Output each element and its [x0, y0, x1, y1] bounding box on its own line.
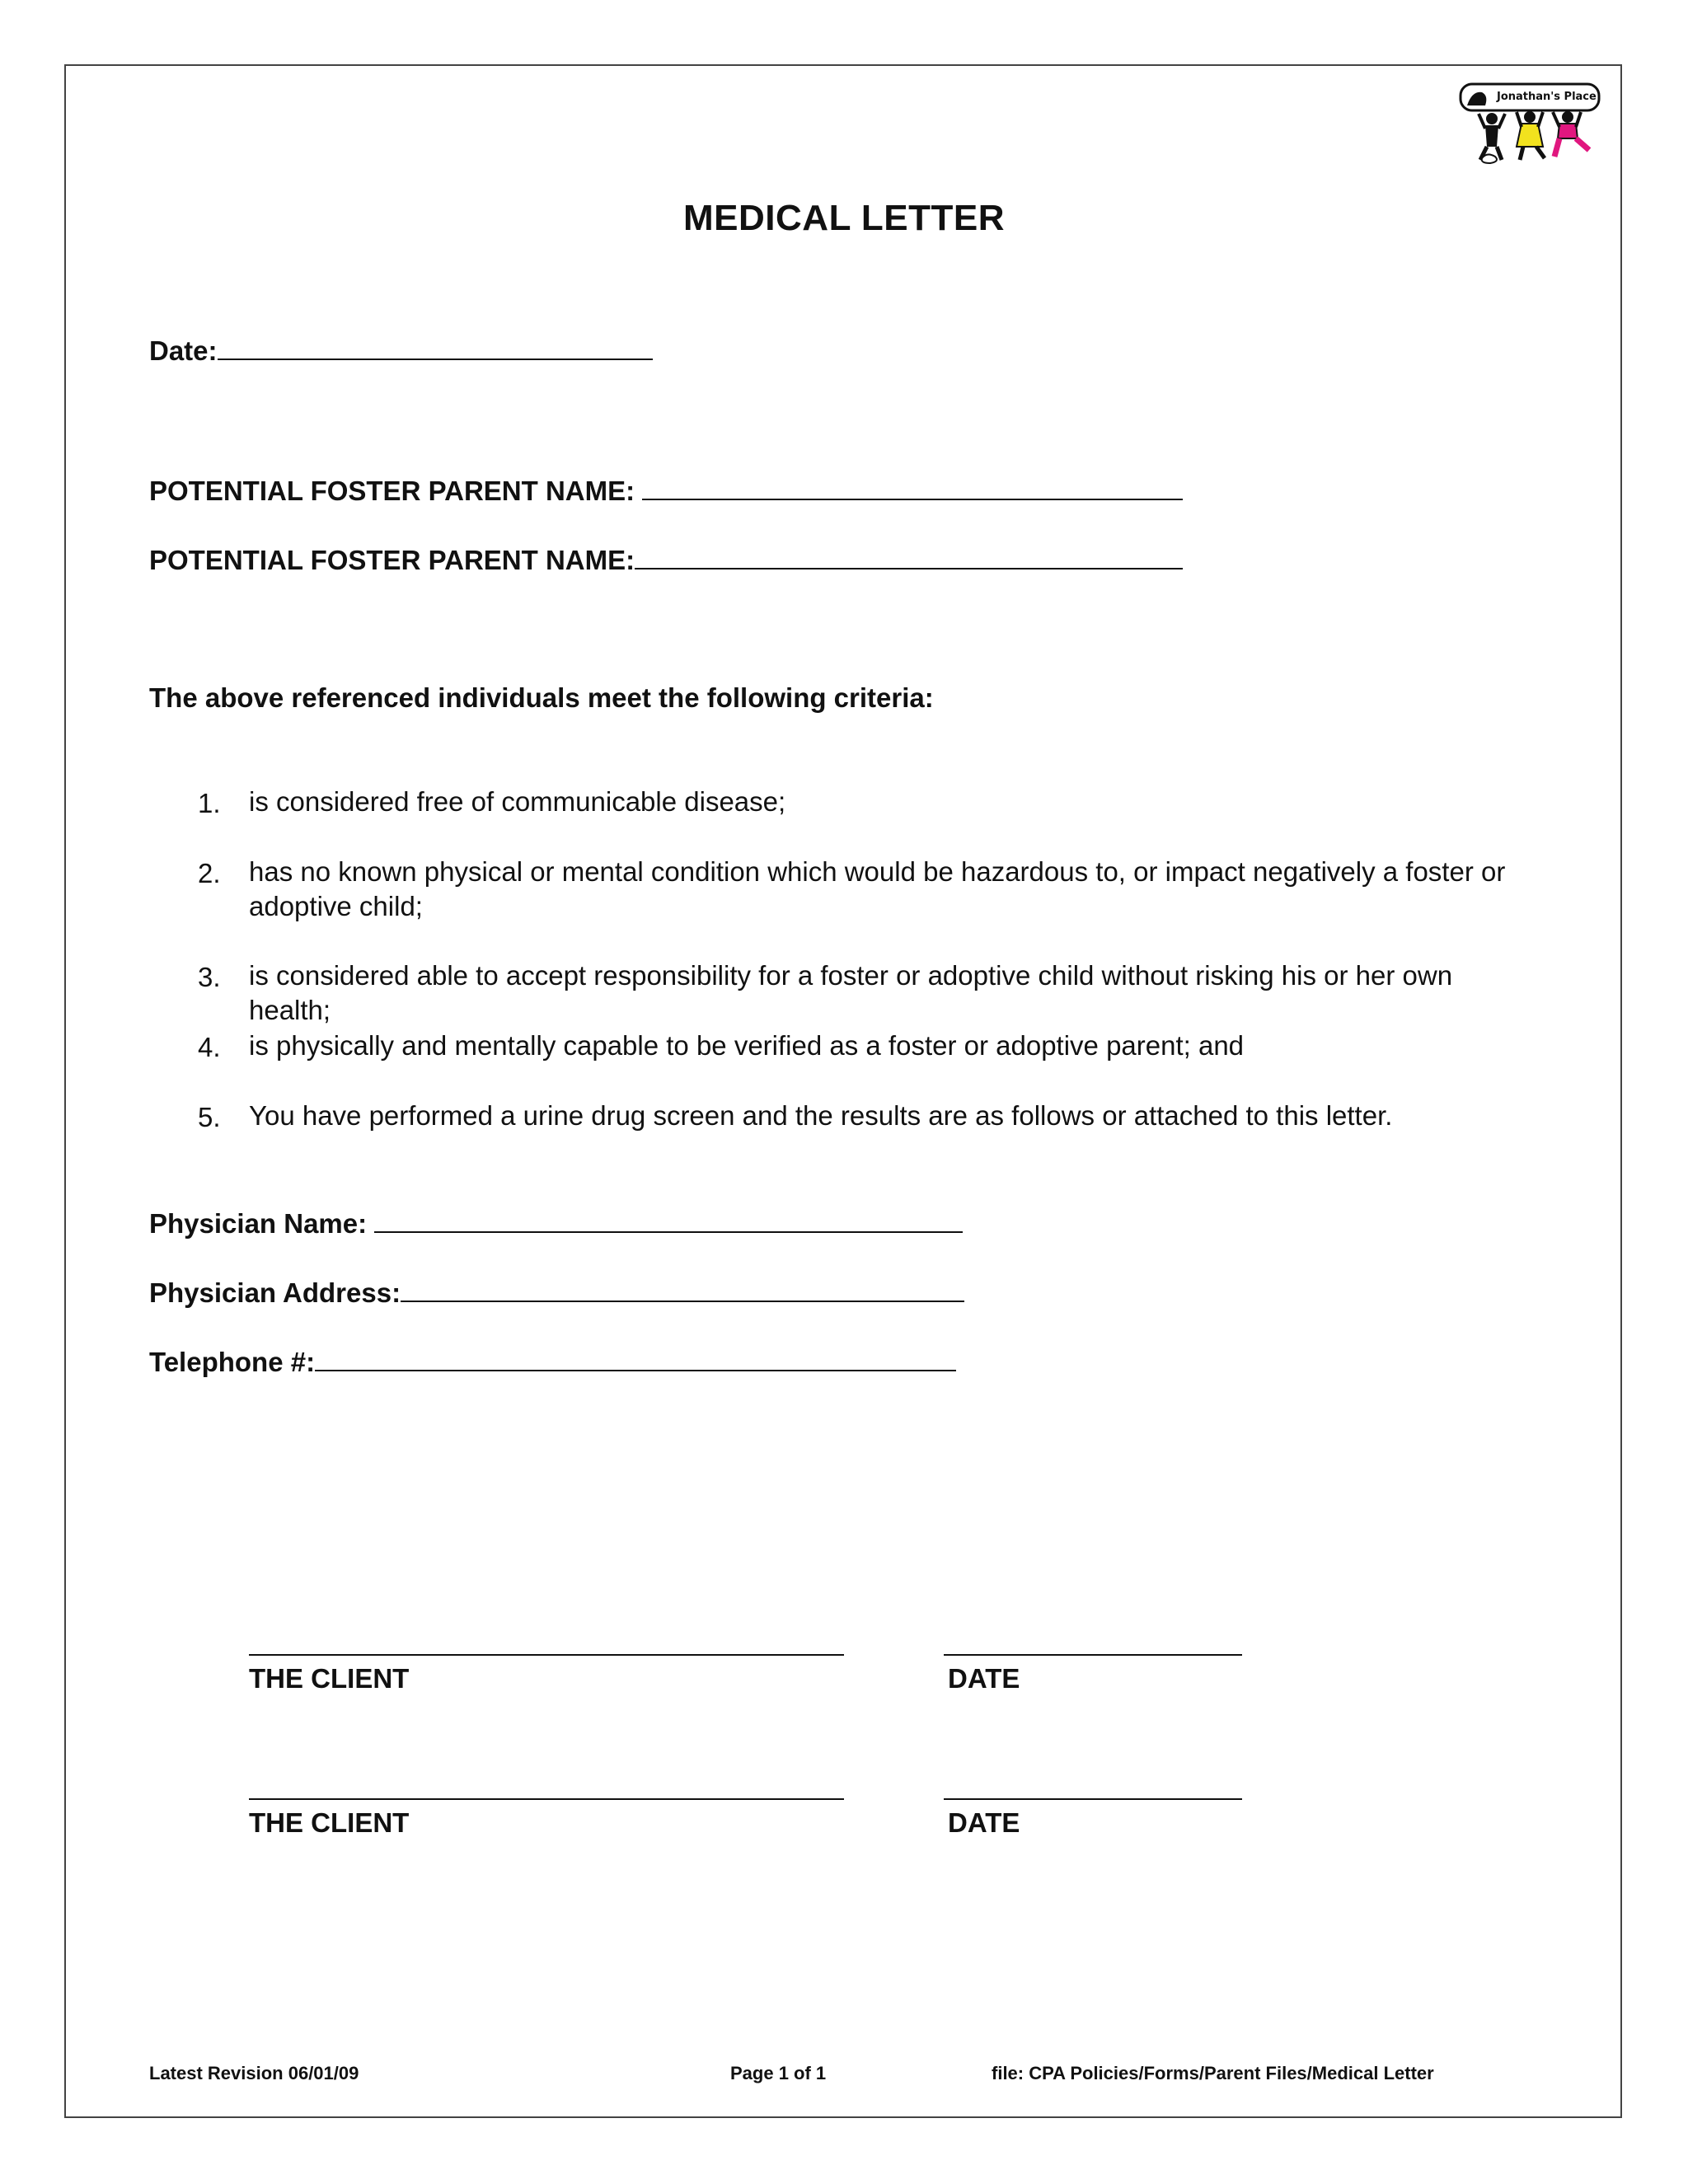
date-field[interactable] [149, 334, 653, 367]
footer-page-number: Page 1 of 1 [730, 2063, 827, 2083]
footer-file-path: file: CPA Policies/Forms/Parent Files/Medical Letter [992, 2063, 1434, 2083]
telephone-label: Telephone #: [149, 1347, 316, 1377]
criteria-item: You have performed a urine drug screen and the results are as follows or attached to this letter. [249, 1100, 1393, 1131]
physician-address-label: Physician Address: [149, 1277, 401, 1308]
criteria-intro: The above referenced individuals meet the following criteria: [149, 682, 934, 713]
date-signature-label: DATE [948, 1807, 1020, 1838]
date-label: Date: [149, 335, 218, 366]
criteria-item: is considered able to accept responsibility for a foster or adoptive child without risking his or her own health; [249, 960, 1453, 1025]
criteria-item: is considered free of communicable disease; [249, 786, 786, 817]
date-signature-line[interactable] [944, 1798, 1242, 1800]
jonathans-place-logo [1457, 81, 1606, 169]
date-signature-label: DATE [948, 1663, 1020, 1694]
criteria-number: 2. [198, 858, 221, 888]
telephone-field[interactable] [149, 1345, 956, 1378]
foster-parent-name-label: POTENTIAL FOSTER PARENT NAME: [149, 476, 643, 506]
foster-parent-name-label: POTENTIAL FOSTER PARENT NAME: [149, 545, 635, 575]
physician-name-label: Physician Name: [149, 1208, 375, 1239]
criteria-item: has no known physical or mental condition which would be hazardous to, or impact negatively a foster or adoptive child; [249, 856, 1506, 921]
footer-revision: Latest Revision 06/01/09 [149, 2063, 359, 2083]
telephone-blank[interactable] [315, 1345, 956, 1371]
date-blank[interactable] [218, 334, 653, 360]
page-title: MEDICAL LETTER [683, 198, 1005, 238]
client-signature-label: THE CLIENT [249, 1663, 410, 1694]
criteria-item: is physically and mentally capable to be verified as a foster or adoptive parent; and [249, 1030, 1245, 1061]
criteria-number: 5. [198, 1102, 221, 1132]
physician-name-field[interactable] [149, 1207, 963, 1240]
client-signature-label: THE CLIENT [249, 1807, 410, 1838]
physician-name-blank[interactable] [374, 1207, 963, 1233]
foster-parent-name-blank[interactable] [635, 543, 1183, 569]
foster-parent-name-blank[interactable] [642, 474, 1183, 500]
client-signature-line[interactable] [249, 1798, 844, 1800]
physician-address-blank[interactable] [401, 1276, 964, 1302]
criteria-number: 4. [198, 1032, 221, 1062]
client-signature-line[interactable] [249, 1654, 844, 1656]
logo-text: Jonathan's Place [1497, 91, 1597, 103]
criteria-number: 3. [198, 962, 221, 992]
foster-parent-name-field-2[interactable] [149, 543, 1183, 576]
foster-parent-name-field-1[interactable] [149, 474, 1183, 507]
criteria-number: 1. [198, 788, 221, 818]
physician-address-field[interactable] [149, 1276, 964, 1309]
date-signature-line[interactable] [944, 1654, 1242, 1656]
